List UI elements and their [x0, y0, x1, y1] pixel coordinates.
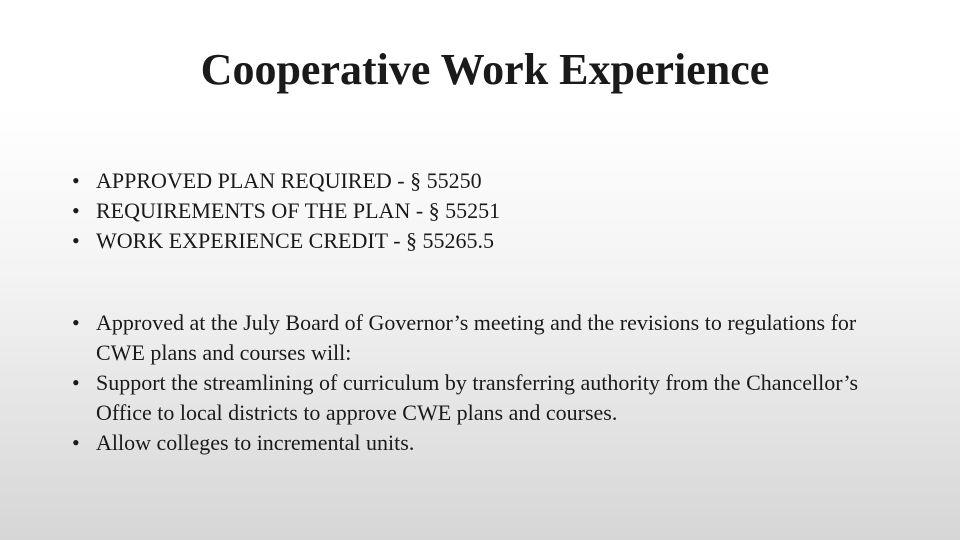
revision-list — [72, 308, 872, 458]
bullet-icon: • — [72, 430, 80, 455]
list-item — [72, 308, 872, 368]
list-item — [72, 428, 872, 458]
list-item-text: Support the streamlining of curriculum by transferring authority from the Chancellor’s Office to local districts to approve CWE plans and courses. — [96, 370, 859, 425]
bullet-icon: • — [72, 198, 80, 223]
list-item-text: Approved at the July Board of Governor’s meeting and the revisions to regulations for CWE plans and courses will: — [96, 310, 857, 365]
list-item — [72, 196, 872, 226]
regulation-list — [72, 166, 872, 256]
list-item — [72, 226, 872, 256]
bullet-icon: • — [72, 228, 80, 253]
list-item-text: APPROVED PLAN REQUIRED - § 55250 — [96, 168, 482, 193]
list-item — [72, 368, 872, 428]
list-item-text: Allow colleges to incremental units. — [96, 430, 415, 455]
list-item-text: REQUIREMENTS OF THE PLAN - § 55251 — [96, 198, 501, 223]
bullet-icon: • — [72, 168, 80, 193]
bullet-icon: • — [72, 310, 80, 335]
list-item-text: WORK EXPERIENCE CREDIT - § 55265.5 — [96, 228, 495, 253]
bullet-icon: • — [72, 370, 80, 395]
slide-title: Cooperative Work Experience — [200, 45, 770, 94]
list-item — [72, 166, 872, 196]
